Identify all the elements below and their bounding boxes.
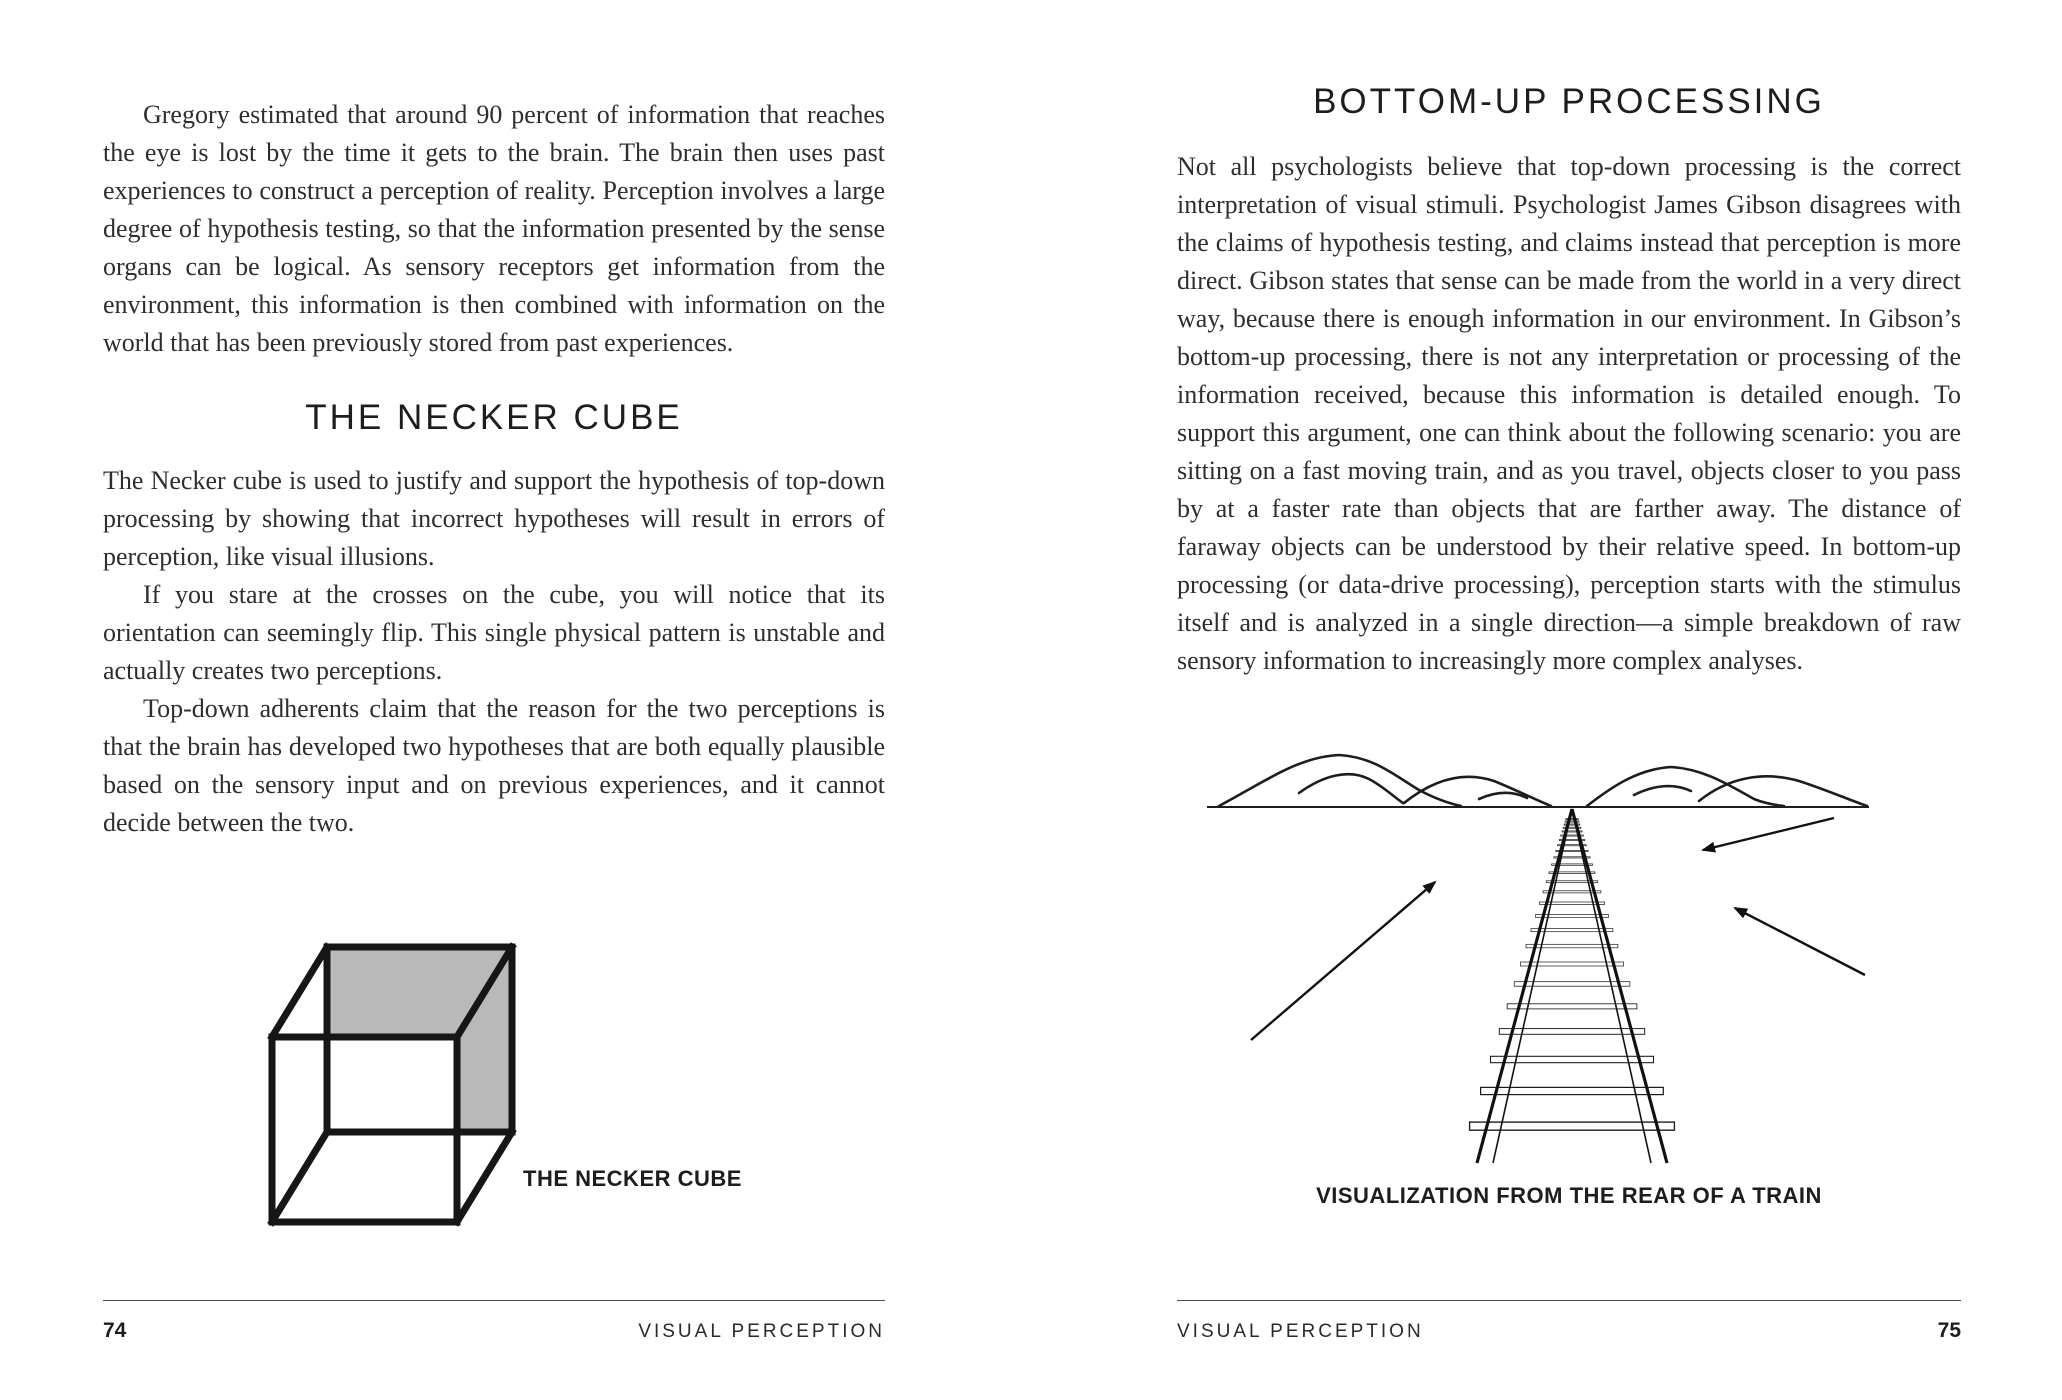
bottom-up-paragraph: Not all psychologists believe that top-down processing is the correct interpretation of visual stimuli. Psychologist James Gibson disagrees with the claims of hypothesis testing, and claims instead that perception is more direct. Gibson states that sense can be made from the world in a very direct way, because there is enough information in our environment. In Gibson’s bottom-up processing, there is not any interpretation or processing of the information received, because this information is detailed enough. To support this argument, one can think about the following scenario: you are sitting on a fast moving train, and as you travel, objects closer to you pass by at a faster rate than objects that are farther away. The distance of faraway objects can be understood by their relative speed. In bottom-up processing (or data-drive processing), perception starts with the stimulus itself and is analyzed in a single direction—a simple breakdown of raw sensory information to increasingly more complex analyses. <box>1177 152 1961 675</box>
necker-cube-figure <box>103 938 885 1248</box>
page-number-left: 74 <box>103 1319 127 1342</box>
necker-cube-caption: THE NECKER CUBE <box>523 1166 742 1191</box>
section-heading-necker-cube: THE NECKER CUBE <box>305 398 683 437</box>
section-heading-bottom-up: BOTTOM-UP PROCESSING <box>1313 82 1825 121</box>
necker-paragraph-1: The Necker cube is used to justify and support the hypothesis of top-down processing by showing that incorrect hypotheses will result in errors of perception, like visual illusions. <box>103 466 885 571</box>
necker-paragraph-2: If you stare at the crosses on the cube, you will notice that its orientation can seemingly flip. This single physical pattern is unstable and actually creates two perceptions. <box>103 580 885 685</box>
necker-paragraph-3: Top-down adherents claim that the reason for the two perceptions is that the brain has developed two hypotheses that are both equally plausible based on the sensory input and on previous experiences, and it cannot decide between the two. <box>103 694 885 837</box>
footer-rule <box>103 1300 885 1301</box>
right-page-footer <box>1177 1300 1961 1343</box>
intro-paragraph: Gregory estimated that around 90 percent of information that reaches the eye is lost by the time it gets to the brain. The brain then uses past experiences to construct a perception of reality. Perception involves a large degree of hypothesis testing, so that the information presented by the sense organs can be logical. As sensory receptors get information from the environment, this information is then combined with information on the world that has been previously stored from past experiences. <box>103 100 885 357</box>
page-number-right: 75 <box>1937 1319 1961 1342</box>
arrow-left-long <box>1251 882 1435 1040</box>
train-figure-caption: VISUALIZATION FROM THE REAR OF A TRAIN <box>1316 1183 1822 1208</box>
running-title-left: VISUAL PERCEPTION <box>638 1321 885 1342</box>
railroad-ties <box>1470 819 1675 1131</box>
running-title-right: VISUAL PERCEPTION <box>1177 1321 1424 1342</box>
arrow-right-upper <box>1703 818 1834 850</box>
necker-cube-illustration <box>263 938 521 1231</box>
footer-rule <box>1177 1300 1961 1301</box>
mountains-sketch <box>1219 755 1867 806</box>
train-track-illustration <box>1179 745 1889 1205</box>
page-left <box>103 0 885 1400</box>
page-right <box>1177 0 1961 1400</box>
left-page-footer <box>103 1300 885 1343</box>
train-track-figure <box>1177 745 1961 1235</box>
arrow-right-lower <box>1735 908 1865 975</box>
